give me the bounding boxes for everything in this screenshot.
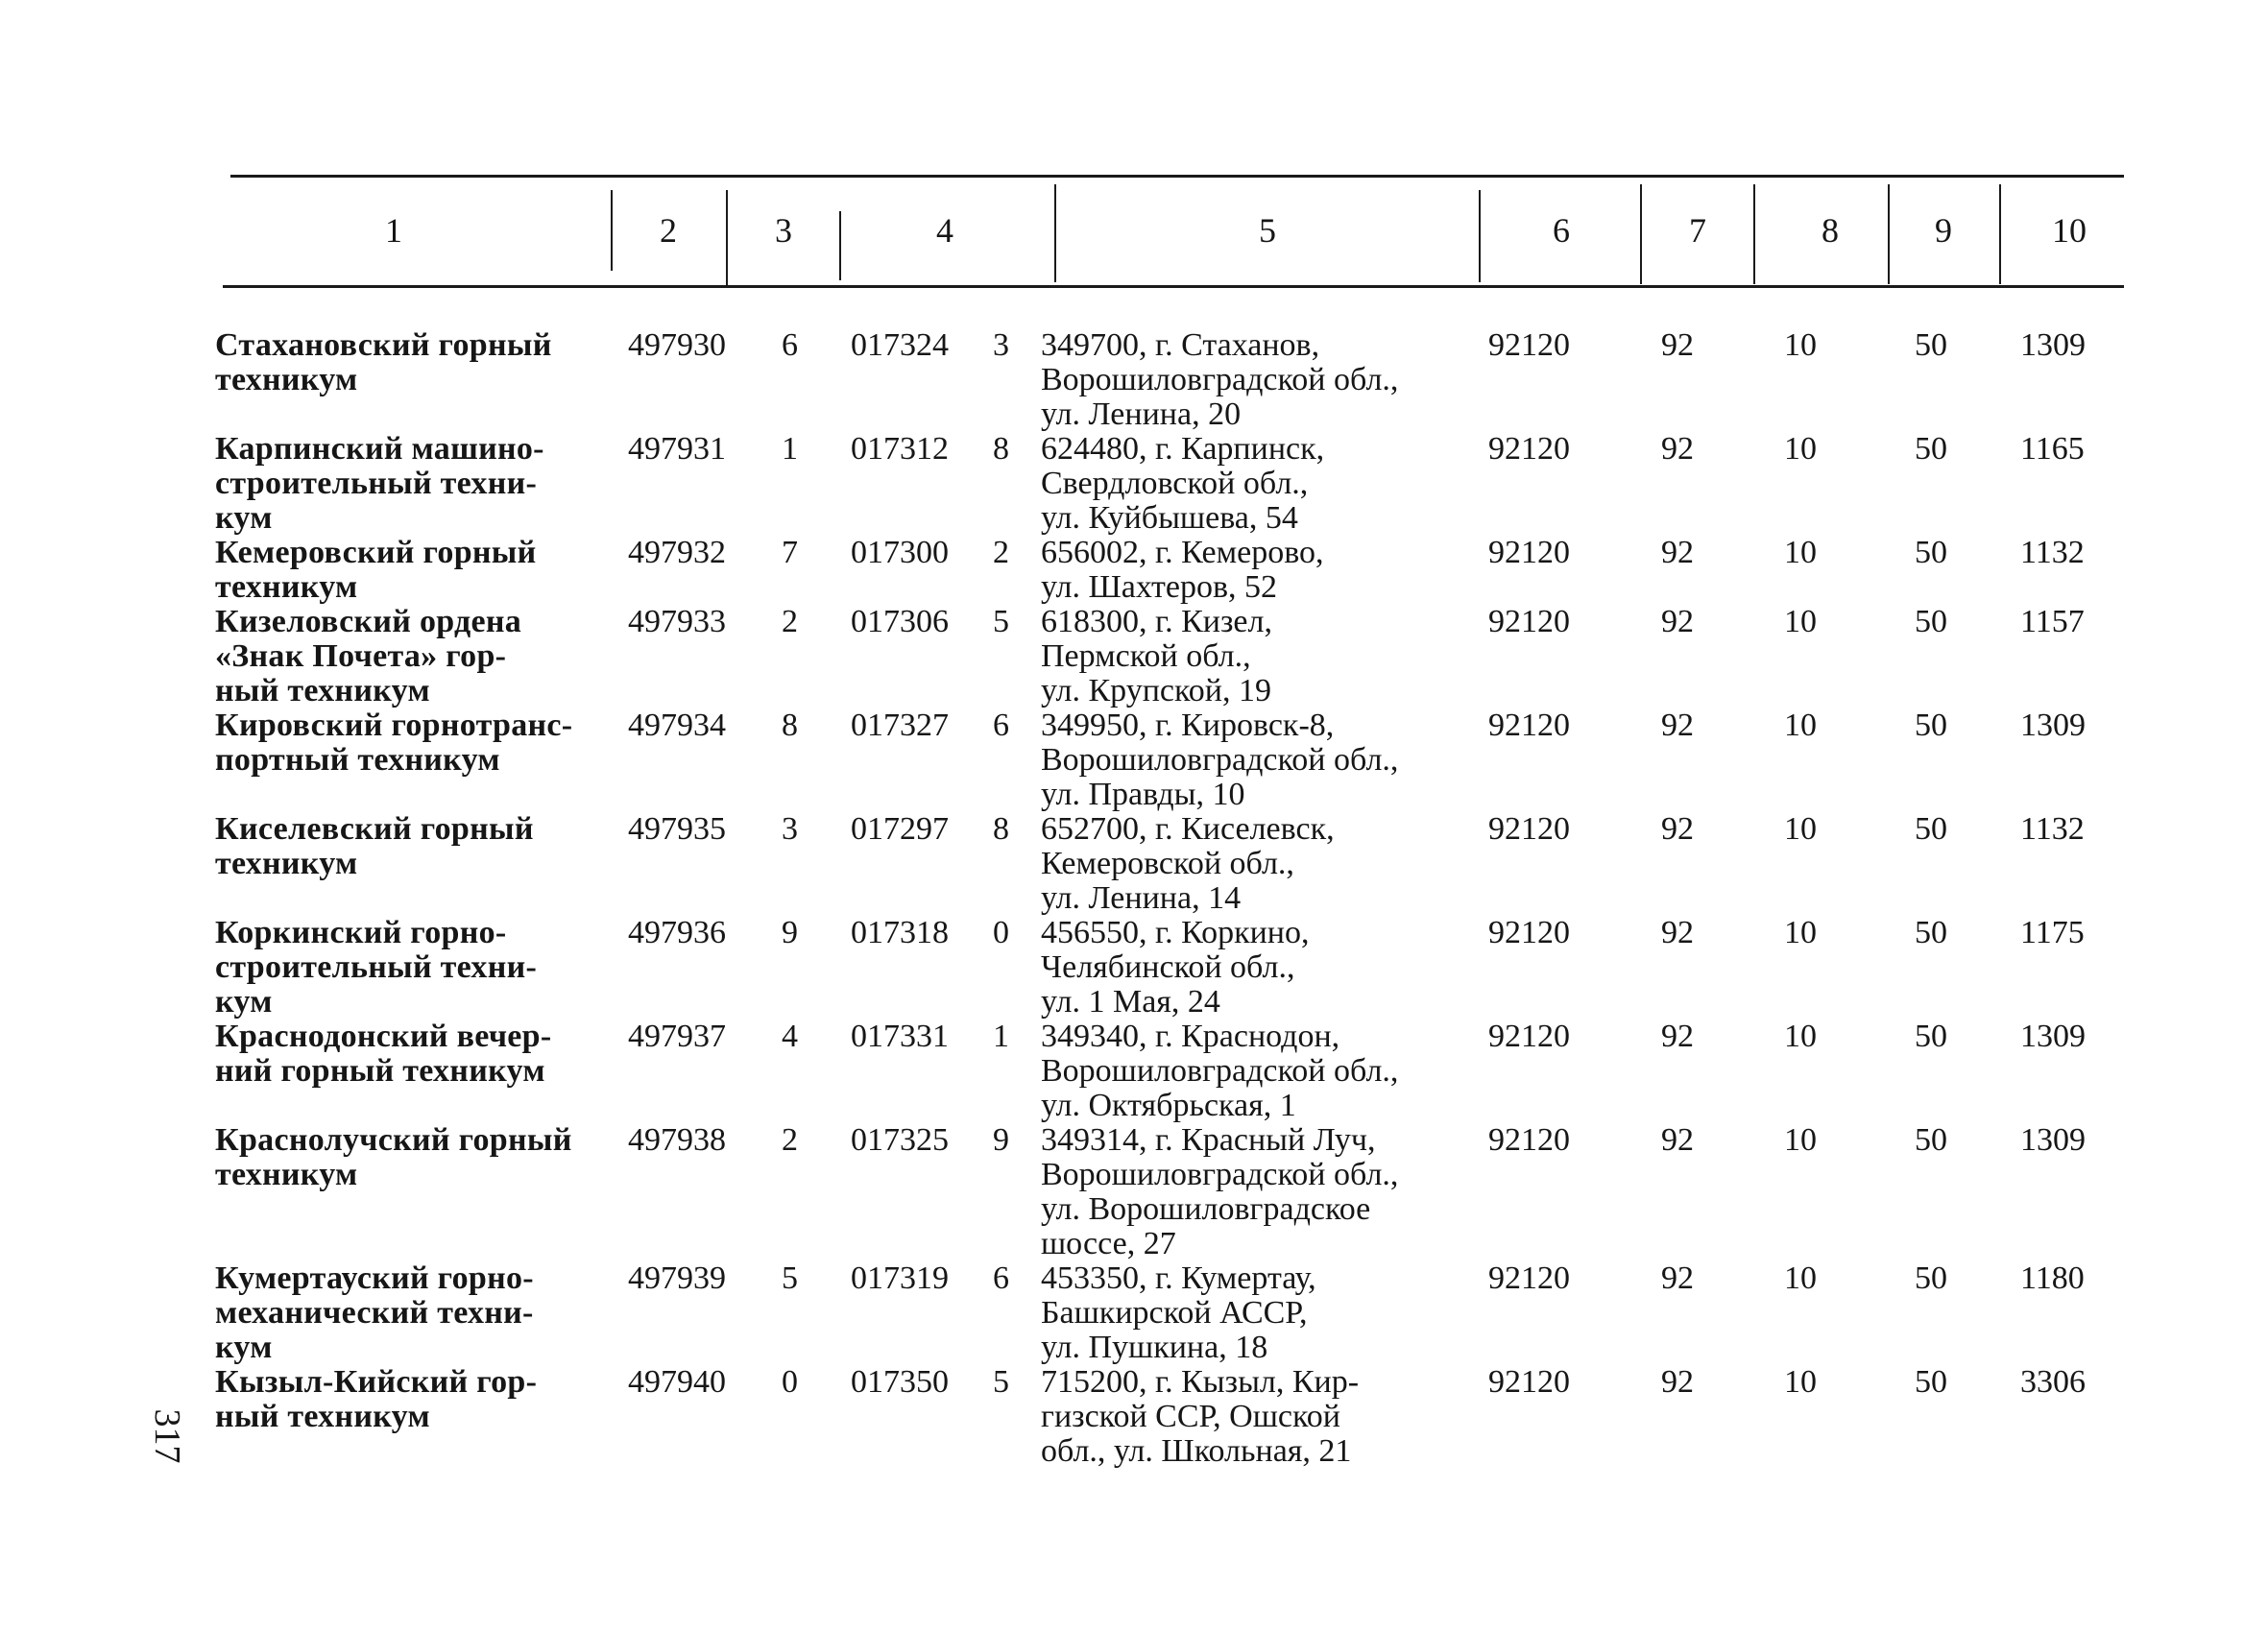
column-7-value: 92 xyxy=(1661,604,1694,639)
institution-code: 497934 xyxy=(628,708,726,743)
institution-name: Коркинский горно- строительный техни- кум xyxy=(215,915,538,1020)
column-separator xyxy=(1753,184,1755,284)
column-10-value: 1309 xyxy=(2020,1122,2086,1158)
column-9-value: 50 xyxy=(1915,604,1947,639)
column-9-value: 50 xyxy=(1915,1260,1947,1296)
okpo-check-digit: 1 xyxy=(993,1019,1009,1054)
okpo-code: 017324 xyxy=(851,327,949,363)
institution-code: 497931 xyxy=(628,431,726,467)
institution-code: 497932 xyxy=(628,535,726,570)
okpo-code: 017325 xyxy=(851,1122,949,1158)
column-8-value: 10 xyxy=(1784,535,1817,570)
okpo-code: 017297 xyxy=(851,811,949,847)
column-7-value: 92 xyxy=(1661,708,1694,743)
code-check-digit: 2 xyxy=(782,1122,798,1158)
column-6-value: 92120 xyxy=(1488,604,1570,639)
column-8-value: 10 xyxy=(1784,1260,1817,1296)
column-separator xyxy=(1888,184,1890,284)
address: 715200, г. Кызыл, Кир- гизской ССР, Ошской обл., ул. Школьная, 21 xyxy=(1041,1364,1360,1469)
page-number: 317 xyxy=(147,1408,187,1464)
code-check-digit: 6 xyxy=(782,327,798,363)
column-7-value: 92 xyxy=(1661,431,1694,467)
column-6-value: 92120 xyxy=(1488,1260,1570,1296)
code-check-digit: 7 xyxy=(782,535,798,570)
column-9-value: 50 xyxy=(1915,811,1947,847)
column-header-5: 5 xyxy=(1259,211,1276,250)
okpo-code: 017318 xyxy=(851,915,949,950)
address: 349314, г. Красный Луч, Ворошиловградской обл., ул. Ворошиловградское шоссе, 27 xyxy=(1041,1122,1399,1261)
column-10-value: 1180 xyxy=(2020,1260,2085,1296)
institution-name: Кемеровский горный техникум xyxy=(215,535,537,605)
okpo-code: 017306 xyxy=(851,604,949,639)
column-7-value: 92 xyxy=(1661,327,1694,363)
column-9-value: 50 xyxy=(1915,1019,1947,1054)
column-6-value: 92120 xyxy=(1488,708,1570,743)
okpo-check-digit: 3 xyxy=(993,327,1009,363)
column-10-value: 3306 xyxy=(2020,1364,2086,1400)
column-separator xyxy=(1999,184,2001,284)
code-check-digit: 3 xyxy=(782,811,798,847)
column-8-value: 10 xyxy=(1784,327,1817,363)
column-10-value: 1165 xyxy=(2020,431,2085,467)
column-7-value: 92 xyxy=(1661,1019,1694,1054)
code-check-digit: 2 xyxy=(782,604,798,639)
address: 624480, г. Карпинск, Свердловской обл., ул. Куйбышева, 54 xyxy=(1041,431,1325,536)
okpo-check-digit: 9 xyxy=(993,1122,1009,1158)
okpo-code: 017327 xyxy=(851,708,949,743)
address: 456550, г. Коркино, Челябинской обл., ул. 1 Мая, 24 xyxy=(1041,915,1310,1020)
code-check-digit: 9 xyxy=(782,915,798,950)
column-9-value: 50 xyxy=(1915,431,1947,467)
okpo-code: 017319 xyxy=(851,1260,949,1296)
institution-name: Кировский горнотранс- портный техникум xyxy=(215,708,573,778)
code-check-digit: 5 xyxy=(782,1260,798,1296)
column-header-7: 7 xyxy=(1689,211,1706,250)
institution-code: 497936 xyxy=(628,915,726,950)
okpo-code: 017312 xyxy=(851,431,949,467)
column-header-9: 9 xyxy=(1935,211,1952,250)
column-6-value: 92120 xyxy=(1488,327,1570,363)
column-7-value: 92 xyxy=(1661,915,1694,950)
okpo-check-digit: 6 xyxy=(993,708,1009,743)
column-10-value: 1309 xyxy=(2020,1019,2086,1054)
column-separator xyxy=(611,190,613,271)
column-header-3: 3 xyxy=(775,211,792,250)
column-6-value: 92120 xyxy=(1488,1364,1570,1400)
address: 349950, г. Кировск-8, Ворошиловградской обл., ул. Правды, 10 xyxy=(1041,708,1399,812)
column-separator xyxy=(726,190,728,286)
okpo-code: 017300 xyxy=(851,535,949,570)
institution-name: Кызыл-Кийский гор- ный техникум xyxy=(215,1364,538,1434)
column-7-value: 92 xyxy=(1661,1122,1694,1158)
institution-code: 497938 xyxy=(628,1122,726,1158)
okpo-code: 017350 xyxy=(851,1364,949,1400)
institution-name: Краснодонский вечер- ний горный техникум xyxy=(215,1019,552,1089)
column-header-1: 1 xyxy=(385,211,402,250)
institution-name: Кизеловский ордена «Знак Почета» гор- ный техникум xyxy=(215,604,522,708)
code-check-digit: 4 xyxy=(782,1019,798,1054)
institution-code: 497935 xyxy=(628,811,726,847)
okpo-check-digit: 5 xyxy=(993,604,1009,639)
column-9-value: 50 xyxy=(1915,915,1947,950)
column-10-value: 1132 xyxy=(2020,535,2085,570)
column-8-value: 10 xyxy=(1784,811,1817,847)
column-separator xyxy=(1640,184,1642,284)
column-9-value: 50 xyxy=(1915,327,1947,363)
column-header-2: 2 xyxy=(660,211,677,250)
institution-code: 497939 xyxy=(628,1260,726,1296)
column-8-value: 10 xyxy=(1784,708,1817,743)
institution-code: 497940 xyxy=(628,1364,726,1400)
code-check-digit: 8 xyxy=(782,708,798,743)
address: 618300, г. Кизел, Пермской обл., ул. Крупской, 19 xyxy=(1041,604,1272,708)
address: 349340, г. Краснодон, Ворошиловградской обл., ул. Октябрьская, 1 xyxy=(1041,1019,1399,1123)
table-top-rule xyxy=(230,175,2124,178)
column-9-value: 50 xyxy=(1915,1364,1947,1400)
column-8-value: 10 xyxy=(1784,431,1817,467)
column-8-value: 10 xyxy=(1784,1019,1817,1054)
okpo-check-digit: 8 xyxy=(993,811,1009,847)
institution-name: Кумертауский горно- механический техни- кум xyxy=(215,1260,534,1365)
column-6-value: 92120 xyxy=(1488,1122,1570,1158)
column-separator xyxy=(839,211,841,280)
code-check-digit: 1 xyxy=(782,431,798,467)
column-header-4: 4 xyxy=(936,211,953,250)
address: 656002, г. Кемерово, ул. Шахтеров, 52 xyxy=(1041,535,1324,605)
column-separator xyxy=(1054,184,1056,282)
column-8-value: 10 xyxy=(1784,915,1817,950)
column-9-value: 50 xyxy=(1915,535,1947,570)
address: 349700, г. Стаханов, Ворошиловградской обл., ул. Ленина, 20 xyxy=(1041,327,1399,432)
column-6-value: 92120 xyxy=(1488,915,1570,950)
institution-code: 497930 xyxy=(628,327,726,363)
column-8-value: 10 xyxy=(1784,1122,1817,1158)
column-10-value: 1309 xyxy=(2020,708,2086,743)
column-8-value: 10 xyxy=(1784,604,1817,639)
column-9-value: 50 xyxy=(1915,708,1947,743)
institution-name: Киселевский горный техникум xyxy=(215,811,534,881)
column-10-value: 1309 xyxy=(2020,327,2086,363)
okpo-code: 017331 xyxy=(851,1019,949,1054)
okpo-check-digit: 8 xyxy=(993,431,1009,467)
column-7-value: 92 xyxy=(1661,811,1694,847)
column-7-value: 92 xyxy=(1661,1364,1694,1400)
column-7-value: 92 xyxy=(1661,1260,1694,1296)
institution-name: Краснолучский горный техникум xyxy=(215,1122,572,1192)
column-separator xyxy=(1479,190,1481,282)
column-6-value: 92120 xyxy=(1488,535,1570,570)
okpo-check-digit: 6 xyxy=(993,1260,1009,1296)
okpo-check-digit: 5 xyxy=(993,1364,1009,1400)
address: 453350, г. Кумертау, Башкирской АССР, ул. Пушкина, 18 xyxy=(1041,1260,1316,1365)
institution-code: 497937 xyxy=(628,1019,726,1054)
column-6-value: 92120 xyxy=(1488,431,1570,467)
column-8-value: 10 xyxy=(1784,1364,1817,1400)
okpo-check-digit: 2 xyxy=(993,535,1009,570)
institution-name: Стахановский горный техникум xyxy=(215,327,552,397)
column-7-value: 92 xyxy=(1661,535,1694,570)
okpo-check-digit: 0 xyxy=(993,915,1009,950)
column-6-value: 92120 xyxy=(1488,1019,1570,1054)
column-6-value: 92120 xyxy=(1488,811,1570,847)
institution-code: 497933 xyxy=(628,604,726,639)
column-header-8: 8 xyxy=(1822,211,1839,250)
column-10-value: 1132 xyxy=(2020,811,2085,847)
table-header-bottom-rule xyxy=(223,285,2124,288)
institution-name: Карпинский машино- строительный техни- кум xyxy=(215,431,544,536)
address: 652700, г. Киселевск, Кемеровской обл., ул. Ленина, 14 xyxy=(1041,811,1335,916)
column-header-10: 10 xyxy=(2052,211,2087,250)
column-header-6: 6 xyxy=(1553,211,1570,250)
code-check-digit: 0 xyxy=(782,1364,798,1400)
column-9-value: 50 xyxy=(1915,1122,1947,1158)
column-10-value: 1157 xyxy=(2020,604,2085,639)
column-10-value: 1175 xyxy=(2020,915,2085,950)
